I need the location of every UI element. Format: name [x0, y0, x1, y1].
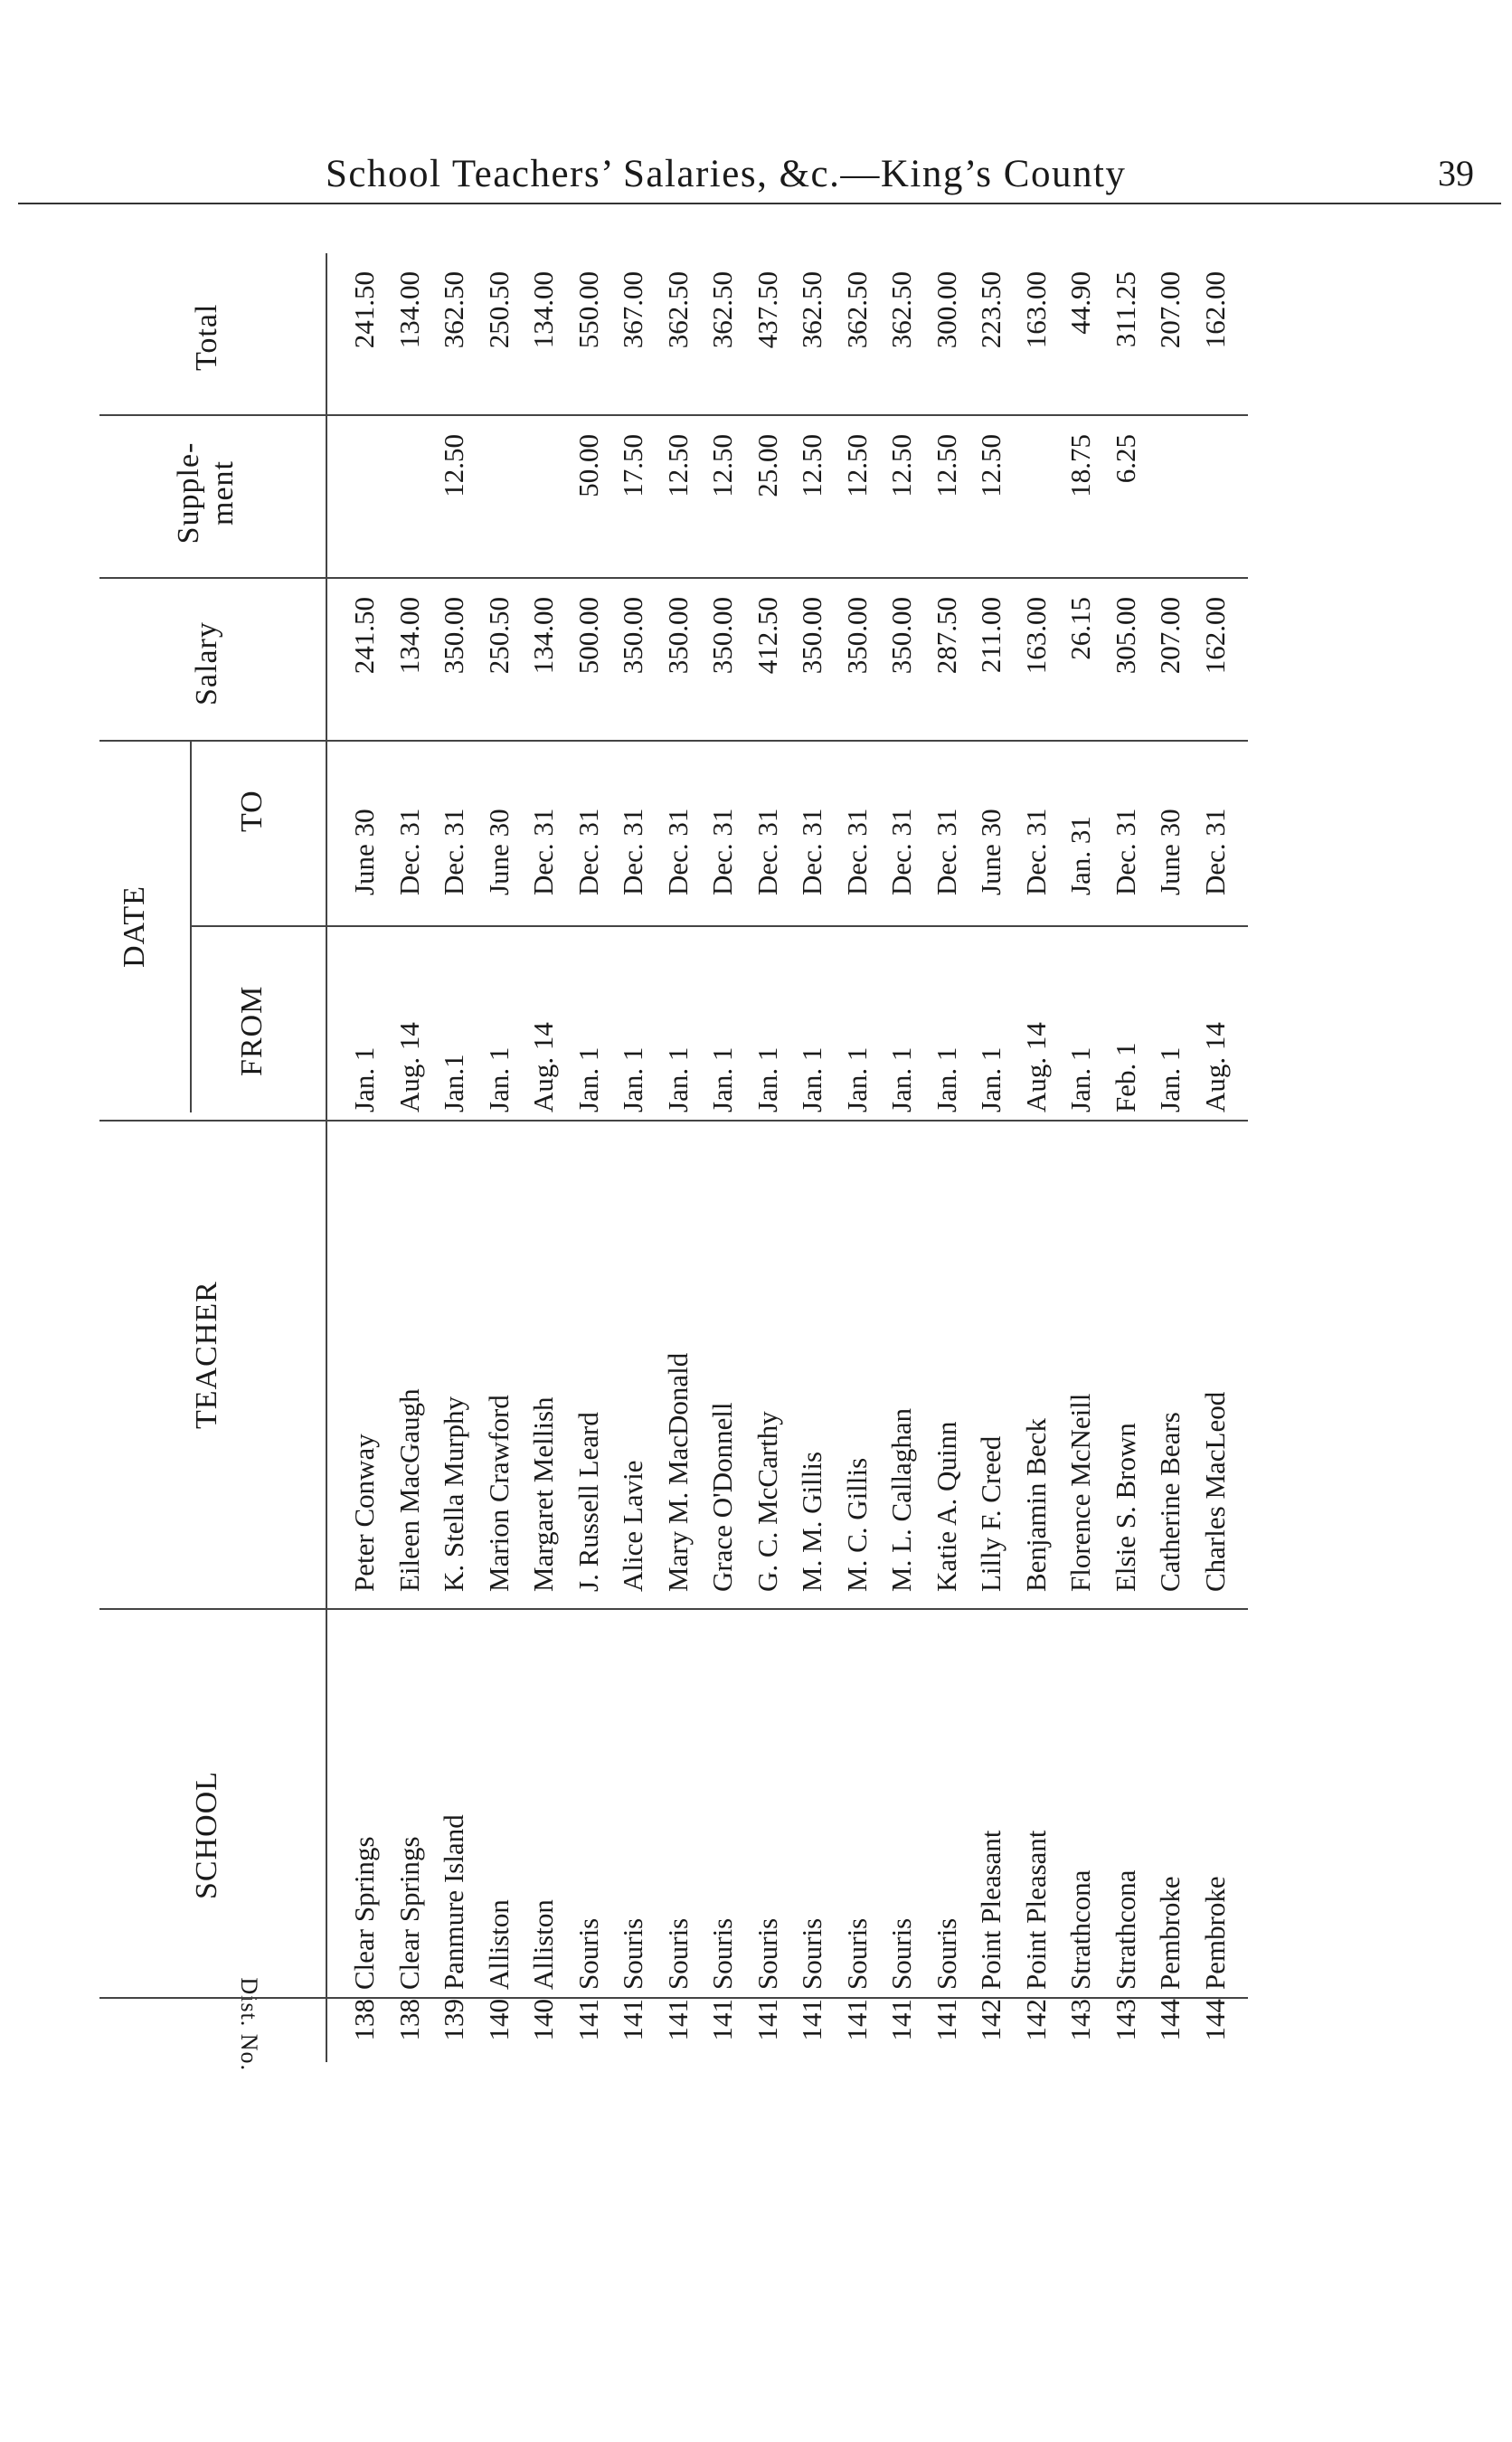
cell-total: 362.50 — [796, 271, 827, 349]
cell-supplement: 12.50 — [438, 434, 469, 497]
cell-from: Jan. 1 — [706, 1046, 738, 1112]
cell-supplement: 17.50 — [617, 434, 648, 497]
cell-teacher: J. Russell Leard — [572, 1412, 604, 1592]
cell-from: Jan. 1 — [617, 1046, 648, 1112]
cell-total: 134.00 — [392, 271, 425, 349]
table-row — [926, 253, 967, 2062]
cell-supplement: 12.50 — [840, 434, 873, 497]
cell-teacher: M. M. Gillis — [796, 1451, 827, 1592]
cell-dist-no: 140 — [527, 1999, 559, 2041]
cell-school: Pembroke — [1198, 1876, 1231, 1990]
cell-supplement — [1016, 434, 1056, 570]
cell-teacher: M. C. Gillis — [840, 1457, 873, 1592]
cell-teacher: Mary M. MacDonald — [661, 1352, 694, 1592]
cell-dist-no: 140 — [482, 1999, 515, 2041]
col-header-date: DATE — [118, 885, 151, 968]
cell-total: 362.50 — [885, 271, 917, 349]
cell-salary: 207.00 — [1154, 597, 1186, 675]
cell-school: Souris — [661, 1917, 694, 1990]
cell-school: Pembroke — [1154, 1876, 1186, 1990]
cell-to: Dec. 31 — [1198, 808, 1231, 895]
cell-supplement: 18.75 — [1064, 434, 1096, 497]
page-header — [0, 0, 1512, 208]
cell-from: Jan. 1 — [1154, 1046, 1186, 1112]
cell-teacher: Catherine Bears — [1154, 1412, 1186, 1592]
cell-teacher: Marion Crawford — [482, 1395, 515, 1592]
table-row — [433, 253, 474, 2062]
table-row — [747, 253, 788, 2062]
cell-teacher: K. Stella Murphy — [438, 1396, 469, 1592]
cell-dist-no: 141 — [885, 1999, 917, 2041]
header-divider — [18, 203, 1501, 204]
cell-from: Aug. 14 — [527, 1022, 559, 1112]
cell-dist-no: 143 — [1109, 1999, 1141, 2041]
cell-total: 163.00 — [1019, 271, 1052, 349]
cell-to: Dec. 31 — [1019, 808, 1052, 895]
cell-to: June 30 — [975, 809, 1006, 895]
cell-dist-no: 143 — [1064, 1999, 1096, 2041]
cell-to: Dec. 31 — [885, 808, 917, 895]
cell-from: Jan. 1 — [751, 1046, 783, 1112]
cell-teacher: M. L. Callaghan — [885, 1407, 917, 1592]
table-row — [523, 253, 563, 2062]
cell-from: Jan. 1 — [1064, 1046, 1096, 1112]
col-header-total: Total — [190, 303, 223, 371]
col-header-teacher: TEACHER — [190, 1281, 223, 1429]
page-title: School Teachers’ Salaries, &c.—King’s County — [326, 153, 1127, 195]
cell-dist-no: 141 — [796, 1999, 827, 2041]
table-row — [1060, 253, 1101, 2062]
cell-salary: 287.50 — [930, 597, 962, 675]
cell-school: Panmure Island — [438, 1814, 469, 1990]
cell-school: Point Pleasant — [975, 1830, 1006, 1990]
cell-salary: 350.00 — [706, 597, 738, 675]
cell-salary: 305.00 — [1109, 597, 1141, 675]
table-row — [389, 253, 430, 2062]
cell-school: Souris — [572, 1917, 604, 1990]
cell-from: Jan. 1 — [348, 1046, 380, 1112]
cell-school: Clear Springs — [348, 1836, 380, 1990]
cell-dist-no: 141 — [661, 1999, 694, 2041]
cell-supplement — [1195, 434, 1235, 570]
cell-supplement: 12.50 — [930, 434, 962, 497]
cell-to: Jan. 31 — [1064, 816, 1096, 895]
table-row — [657, 253, 698, 2062]
cell-salary: 412.50 — [751, 597, 783, 675]
cell-school: Strathcona — [1064, 1869, 1096, 1990]
cell-dist-no: 142 — [1019, 1999, 1052, 2041]
cell-to: June 30 — [1154, 809, 1186, 895]
cell-dist-no: 138 — [392, 1999, 425, 2041]
cell-dist-no: 141 — [840, 1999, 873, 2041]
cell-supplement: 12.50 — [885, 434, 917, 497]
table-row — [1105, 253, 1146, 2062]
cell-dist-no: 141 — [572, 1999, 604, 2041]
table-row — [612, 253, 653, 2062]
cell-to: Dec. 31 — [661, 808, 694, 895]
cell-total: 311.25 — [1109, 271, 1141, 348]
table-row — [1149, 253, 1190, 2062]
cell-teacher: Katie A. Quinn — [930, 1421, 962, 1592]
cell-teacher: Peter Conway — [348, 1434, 380, 1592]
cell-teacher: Elsie S. Brown — [1109, 1423, 1141, 1592]
cell-total: 241.50 — [348, 271, 380, 349]
cell-teacher: Grace O'Donnell — [706, 1402, 738, 1592]
date-subheader-rule — [190, 742, 192, 1112]
cell-total: 437.50 — [751, 271, 783, 349]
cell-dist-no: 144 — [1154, 1999, 1186, 2041]
cell-from: Jan. 1 — [796, 1046, 827, 1112]
cell-dist-no: 142 — [975, 1999, 1006, 2041]
cell-salary: 134.00 — [392, 597, 425, 675]
cell-to: Dec. 31 — [1109, 808, 1141, 895]
cell-supplement: 12.50 — [706, 434, 738, 497]
cell-salary: 163.00 — [1019, 597, 1052, 675]
cell-to: Dec. 31 — [527, 808, 559, 895]
col-header-school: SCHOOL — [190, 1770, 223, 1899]
cell-supplement: 50.00 — [572, 434, 604, 497]
cell-total: 250.50 — [482, 271, 515, 349]
cell-teacher: Eileen MacGaugh — [392, 1388, 425, 1592]
cell-supplement: 12.50 — [975, 434, 1006, 497]
cell-supplement: 12.50 — [661, 434, 694, 497]
cell-supplement — [1149, 434, 1190, 570]
cell-salary: 350.00 — [661, 597, 694, 675]
cell-total: 362.50 — [661, 271, 694, 349]
cell-to: Dec. 31 — [572, 808, 604, 895]
cell-to: Dec. 31 — [796, 808, 827, 895]
cell-teacher: Florence McNeill — [1064, 1393, 1096, 1592]
cell-school: Souris — [617, 1917, 648, 1990]
cell-supplement: 12.50 — [796, 434, 827, 497]
cell-to: Dec. 31 — [706, 808, 738, 895]
cell-school: Strathcona — [1109, 1869, 1141, 1990]
cell-to: Dec. 31 — [930, 808, 962, 895]
col-header-salary: Salary — [190, 621, 223, 705]
table-header — [99, 253, 335, 2071]
cell-to: Dec. 31 — [617, 808, 648, 895]
cell-school: Souris — [885, 1917, 917, 1990]
cell-supplement — [344, 434, 384, 570]
cell-dist-no: 141 — [930, 1999, 962, 2041]
table-row — [881, 253, 921, 2062]
cell-total: 362.50 — [438, 271, 469, 349]
table-row — [1016, 253, 1056, 2062]
cell-supplement: 6.25 — [1109, 434, 1141, 484]
cell-dist-no: 138 — [348, 1999, 380, 2041]
cell-school: Souris — [840, 1917, 873, 1990]
cell-salary: 350.00 — [796, 597, 827, 675]
cell-from: Jan. 1 — [661, 1046, 694, 1112]
cell-salary: 350.00 — [617, 597, 648, 675]
table-row — [568, 253, 609, 2062]
cell-from: Feb. 1 — [1109, 1042, 1141, 1112]
cell-school: Souris — [796, 1917, 827, 1990]
cell-total: 550.00 — [572, 271, 604, 349]
cell-from: Jan. 1 — [482, 1046, 515, 1112]
table-row — [970, 253, 1011, 2062]
cell-to: Dec. 31 — [840, 808, 873, 895]
cell-to: June 30 — [482, 809, 515, 895]
cell-salary: 211.00 — [975, 597, 1006, 674]
col-header-from: FROM — [235, 985, 269, 1076]
salary-table — [99, 253, 1248, 2071]
cell-from: Aug. 14 — [392, 1022, 425, 1112]
cell-from: Aug. 14 — [1019, 1022, 1052, 1112]
cell-from: Jan. 1 — [885, 1046, 917, 1112]
cell-salary: 350.00 — [438, 597, 469, 675]
cell-to: June 30 — [348, 809, 380, 895]
cell-from: Jan. 1 — [572, 1046, 604, 1112]
cell-salary: 350.00 — [840, 597, 873, 675]
cell-salary: 162.00 — [1198, 597, 1231, 675]
cell-from: Aug. 14 — [1198, 1022, 1231, 1112]
cell-salary: 241.50 — [348, 597, 380, 675]
cell-to: Dec. 31 — [751, 808, 783, 895]
cell-to: Dec. 31 — [438, 808, 469, 895]
table-row — [478, 253, 519, 2062]
table-row — [836, 253, 877, 2062]
cell-salary: 350.00 — [885, 597, 917, 675]
cell-supplement — [389, 434, 430, 570]
cell-teacher: G. C. McCarthy — [751, 1411, 783, 1592]
cell-school: Souris — [706, 1917, 738, 1990]
cell-supplement — [478, 434, 519, 570]
header-bottom-rule — [326, 253, 327, 2062]
cell-from: Jan. 1 — [930, 1046, 962, 1112]
cell-teacher: Benjamin Beck — [1019, 1418, 1052, 1592]
cell-dist-no: 144 — [1198, 1999, 1231, 2041]
cell-salary: 134.00 — [527, 597, 559, 675]
cell-teacher: Charles MacLeod — [1198, 1391, 1231, 1592]
cell-total: 300.00 — [930, 271, 962, 349]
cell-supplement — [523, 434, 563, 570]
col-header-to: TO — [235, 790, 269, 832]
cell-from: Jan. 1 — [975, 1046, 1006, 1112]
cell-school: Alliston — [482, 1899, 515, 1990]
cell-supplement: 25.00 — [751, 434, 783, 497]
table-row — [791, 253, 832, 2062]
col-header-dist-no: Dist. No. — [236, 1977, 262, 2071]
cell-school: Souris — [930, 1917, 962, 1990]
cell-dist-no: 141 — [706, 1999, 738, 2041]
salary-table-rotated — [99, 253, 1248, 2071]
cell-total: 367.00 — [617, 271, 648, 349]
cell-total: 162.00 — [1198, 271, 1231, 349]
cell-total: 134.00 — [527, 271, 559, 349]
table-row — [702, 253, 742, 2062]
cell-school: Alliston — [527, 1899, 559, 1990]
col-header-supplement: Supple-ment — [172, 441, 240, 544]
cell-total: 362.50 — [840, 271, 873, 349]
cell-total: 362.50 — [706, 271, 738, 349]
cell-school: Point Pleasant — [1019, 1830, 1052, 1990]
cell-teacher: Margaret Mellish — [527, 1396, 559, 1592]
cell-teacher: Lilly F. Creed — [975, 1435, 1006, 1592]
cell-from: Jan. 1 — [840, 1046, 873, 1112]
cell-school: Souris — [751, 1917, 783, 1990]
table-row — [1195, 253, 1235, 2062]
cell-total: 223.50 — [975, 271, 1006, 349]
cell-to: Dec. 31 — [392, 808, 425, 895]
cell-school: Clear Springs — [392, 1836, 425, 1990]
cell-total: 207.00 — [1154, 271, 1186, 349]
page-number: 39 — [1438, 153, 1474, 194]
cell-dist-no: 141 — [751, 1999, 783, 2041]
cell-total: 44.90 — [1064, 271, 1096, 335]
cell-salary: 500.00 — [572, 597, 604, 675]
cell-teacher: Alice Lavie — [617, 1460, 648, 1592]
cell-dist-no: 139 — [438, 1999, 469, 2041]
cell-from: Jan.1 — [438, 1054, 469, 1112]
table-row — [344, 253, 384, 2062]
cell-dist-no: 141 — [617, 1999, 648, 2041]
cell-salary: 26.15 — [1064, 597, 1096, 660]
cell-salary: 250.50 — [482, 597, 515, 675]
